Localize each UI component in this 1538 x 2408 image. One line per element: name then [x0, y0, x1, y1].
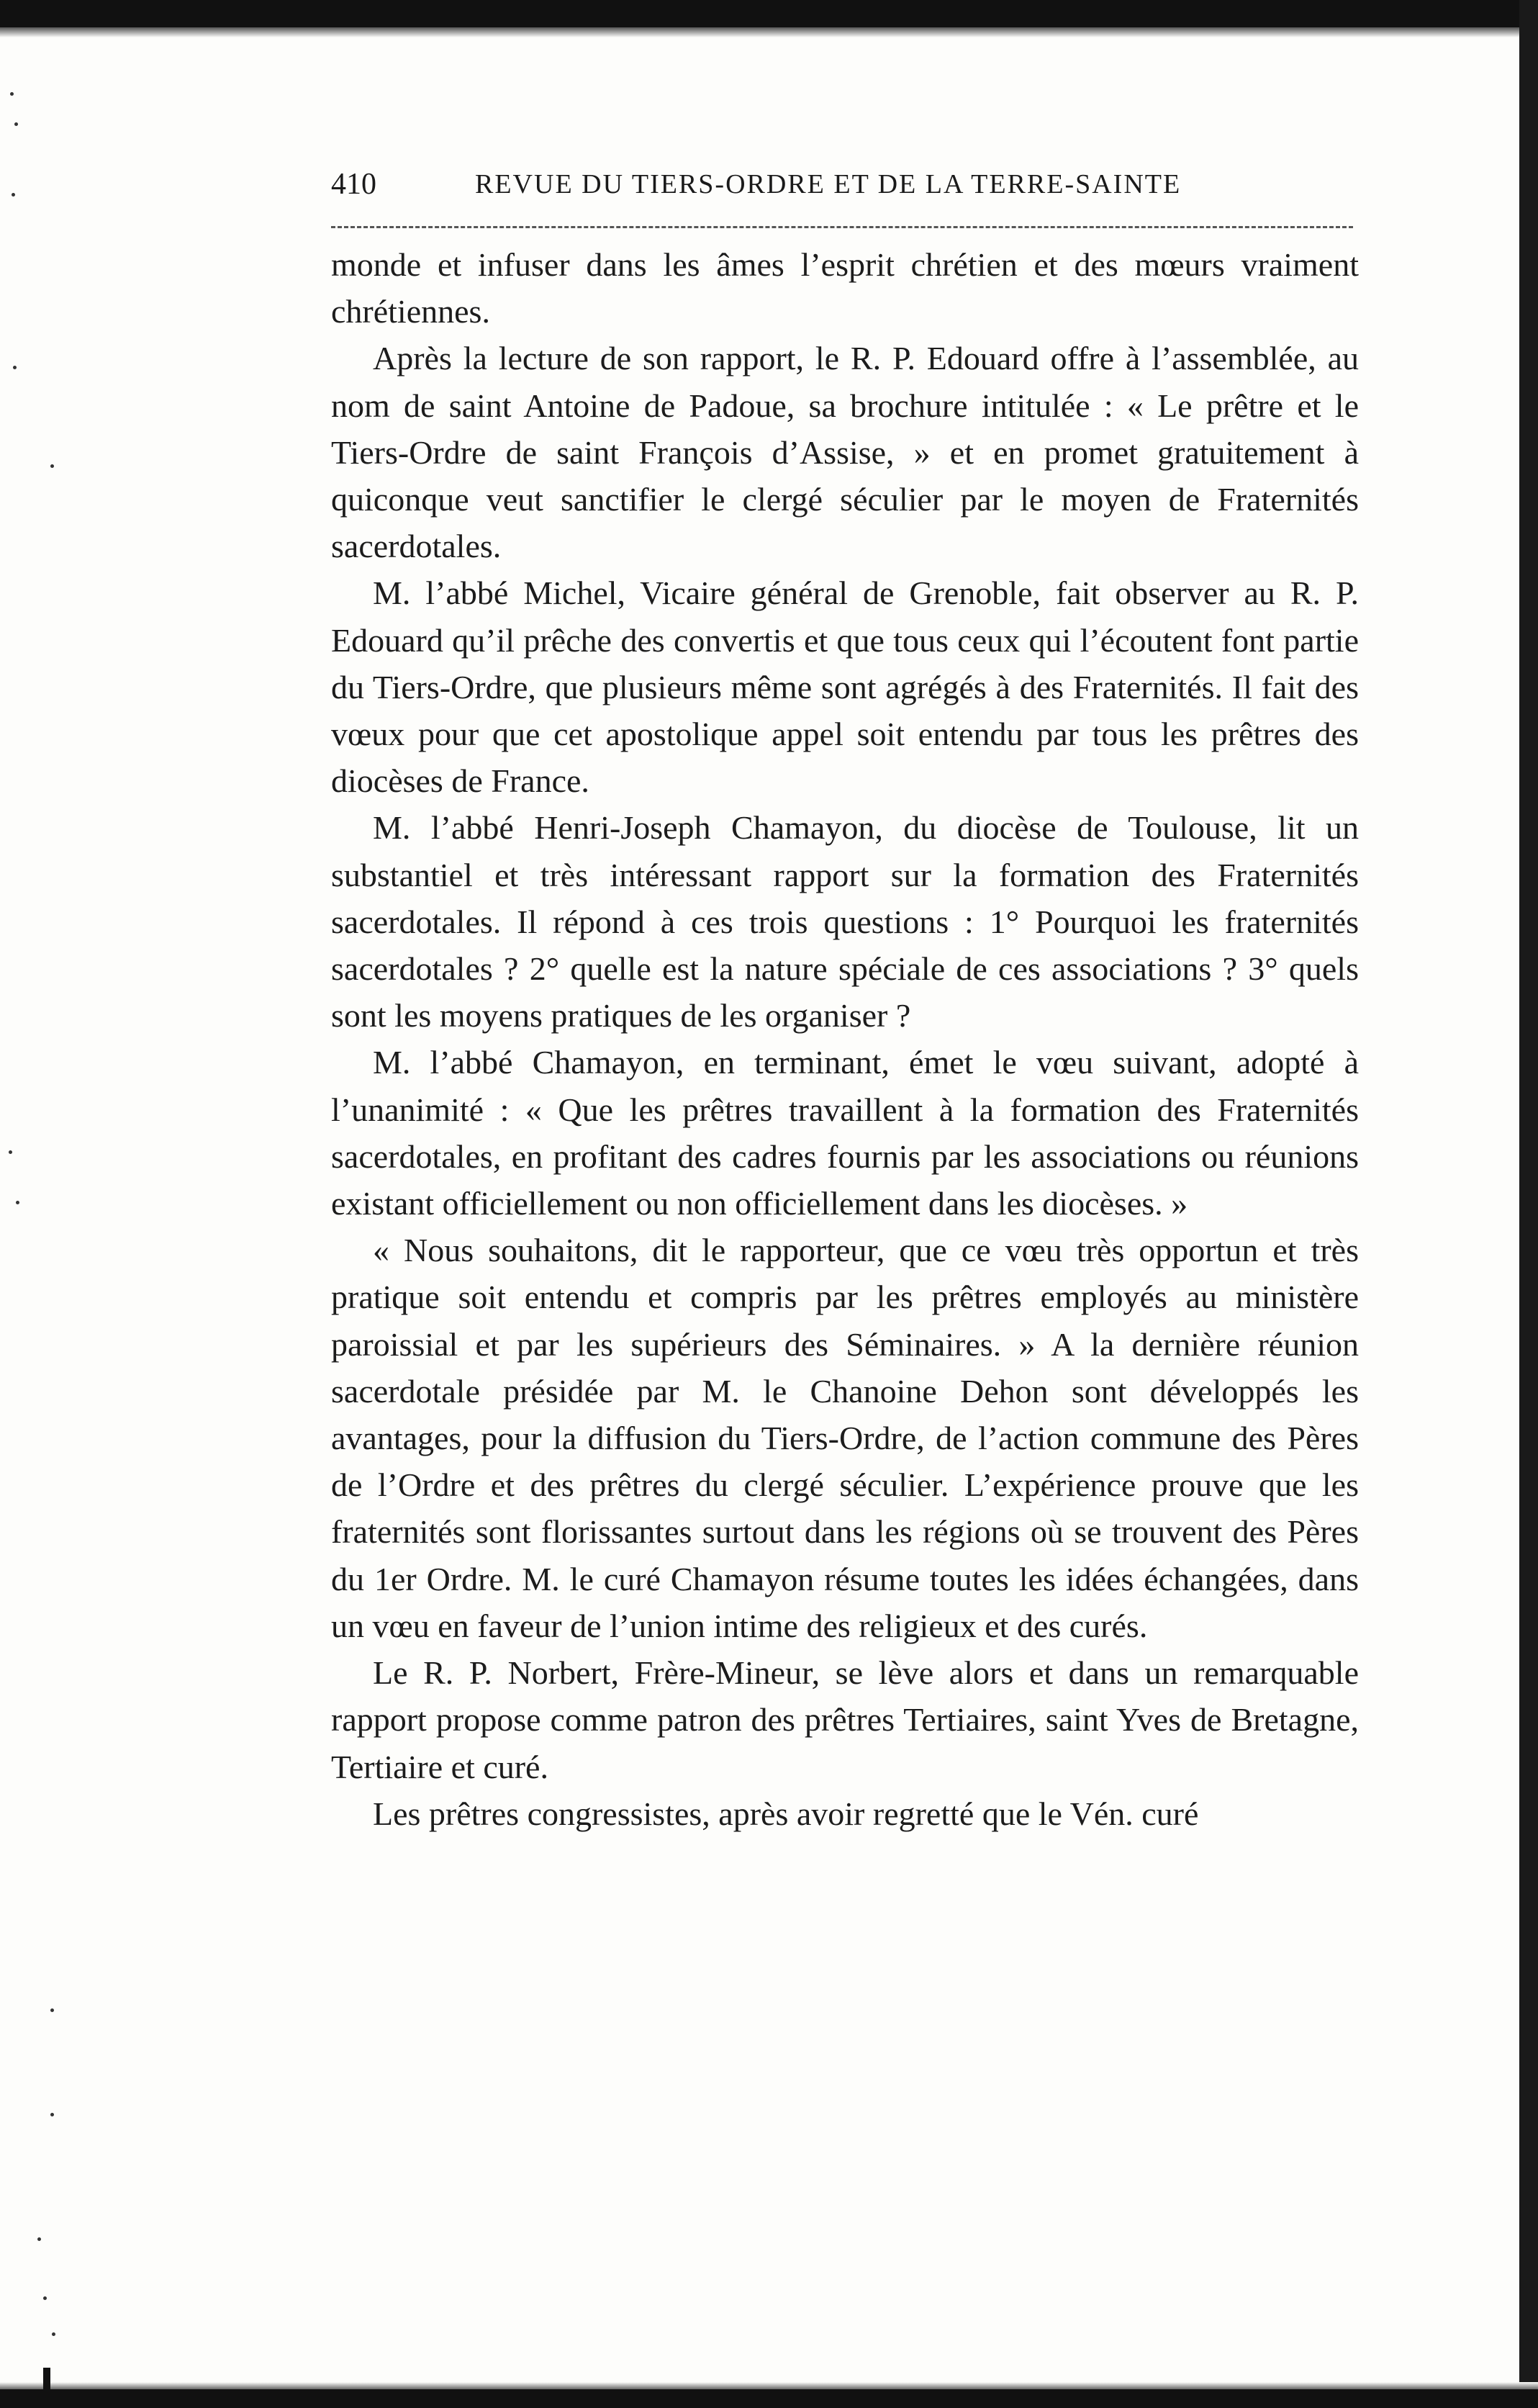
scan-speck: [43, 2296, 47, 2300]
paragraph: Les prêtres congressistes, après avoir regretté que le Vén. curé: [373, 1795, 1199, 1832]
paragraph: monde et infuser dans les âmes l’esprit chrétien et des mœurs vraiment chrétiennes.: [331, 246, 1359, 330]
paragraph: M. l’abbé Henri-Joseph Chamayon, du diocèse de Toulouse, lit un substantiel et très intéressant rapport sur la formation des Fraternités sacerdotales. Il répond à ces trois questions : 1° Pourquoi les fraternités sacerdotales ? 2° quelle est la nature spéciale de ces associations ? 3° quels sont les moyens pratiques de les organiser ?: [331, 809, 1359, 1034]
running-header: [331, 167, 1324, 210]
paragraph: Le R. P. Norbert, Frère-Mineur, se lève alors et dans un remarquable rapport propose comme patron des prêtres Tertiaires, saint Yves de Bretagne, Tertiaire et curé.: [331, 1654, 1359, 1785]
scan-edge-right: [1519, 0, 1538, 2408]
scan-speck: [50, 2113, 54, 2116]
running-title: REVUE DU TIERS-ORDRE ET DE LA TERRE-SAINTE: [475, 169, 1182, 199]
scan-edge-bottom-shadow: [0, 2382, 1538, 2389]
body-text: [331, 241, 1359, 1837]
paragraph: M. l’abbé Chamayon, en terminant, émet le vœu suivant, adopté à l’unanimité : « Que les prêtres travaillent à la formation des Fraternités sacerdotales, en profitant des cadres fournis par les associations ou réunions existant officiellement ou non officiellement dans les diocèses. »: [331, 1044, 1359, 1222]
scan-speck: [37, 2237, 41, 2241]
scan-speck: [14, 122, 18, 126]
paragraph: « Nous souhaitons, dit le rapporteur, que ce vœu très opportun et très pratique soit entendu et compris par les prêtres employés au ministère paroissial et par les supérieurs des Séminaires. » A la dernière réunion sacerdotale présidée par M. le Chanoine Dehon sont développés les avantages, pour la diffusion du Tiers-Ordre, de l’action commune des Pères de l’Ordre et des prêtres du clergé séculier. L’expérience prouve que les fraternités sont florissantes surtout dans les régions où se trouvent des Pères du 1er Ordre. M. le curé Chamayon résume toutes les idées échangées, dans un vœu en faveur de l’union intime des religieux et des curés.: [331, 1232, 1359, 1644]
scan-edge-top-shadow: [0, 27, 1538, 37]
scan-speck: [13, 366, 17, 369]
scan-speck: [12, 193, 15, 197]
paragraph: Après la lecture de son rapport, le R. P. Edouard offre à l’assemblée, au nom de saint Antoine de Padoue, sa brochure intitulée : « Le prêtre et le Tiers-Ordre de saint François d’Assise, » et en promet gratuitement à quiconque veut sanctifier le clergé séculier par le moyen de Fraternités sacerdotales.: [331, 340, 1359, 565]
scan-speck: [50, 464, 54, 468]
scan-speck: [10, 92, 14, 96]
scan-edge-bottom-mark: [43, 2368, 50, 2392]
paragraph: M. l’abbé Michel, Vicaire général de Grenoble, fait observer au R. P. Edouard qu’il prêche des convertis et que tous ceux qui l’écoutent font partie du Tiers-Ordre, que plusieurs même sont agrégés à des Fraternités. Il fait des vœux pour que cet apostolique appel soit entendu par tous les prêtres des diocèses de France.: [331, 574, 1359, 800]
scan-speck: [52, 2332, 55, 2336]
scan-speck: [50, 2008, 54, 2012]
header-rule: [331, 226, 1353, 228]
scan-edge-top: [0, 0, 1538, 27]
scan-speck: [9, 1150, 12, 1154]
scan-edge-bottom: [0, 2389, 1538, 2408]
page-number: 410: [331, 168, 376, 201]
scan-speck: [16, 1201, 19, 1204]
